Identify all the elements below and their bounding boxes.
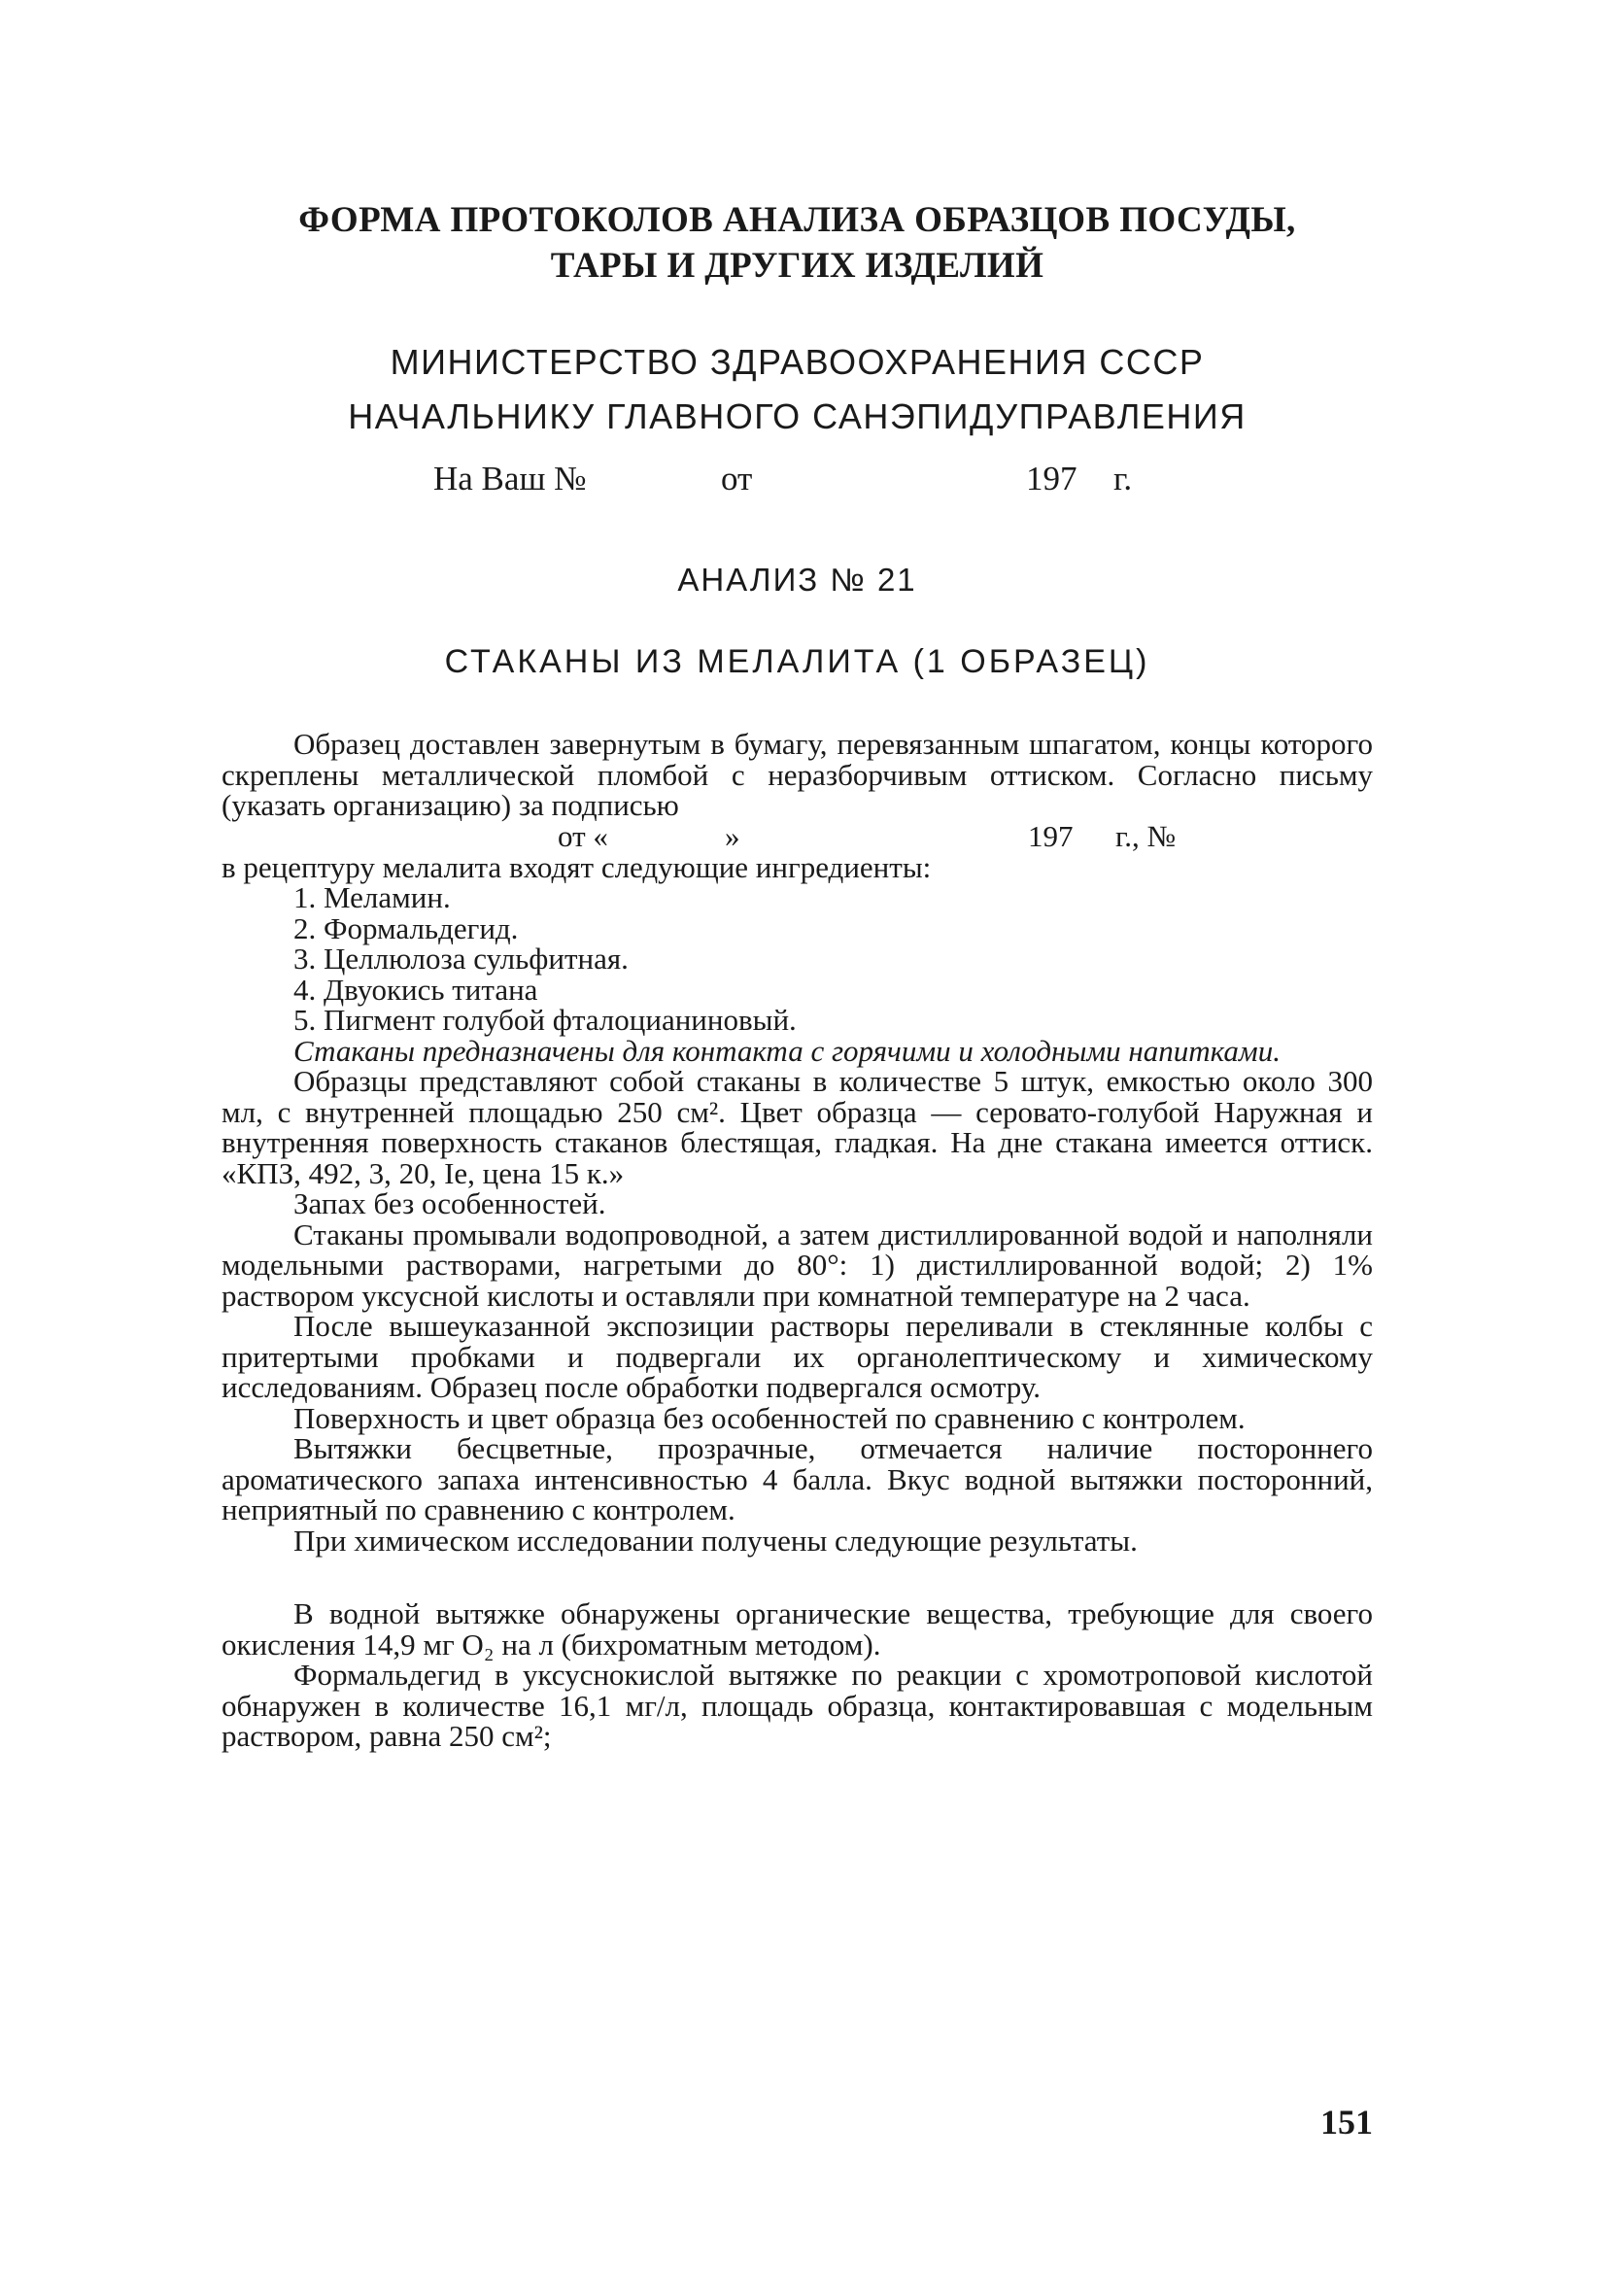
analysis-title: АНАЛИЗ № 21	[677, 562, 917, 598]
list-item: 3. Целлюлоза сульфитная.	[293, 942, 629, 976]
list-item: 5. Пигмент голубой фталоцианиновый.	[293, 1003, 797, 1037]
reference-year-suffix: г.	[1113, 460, 1133, 497]
reference-your-no: На Ваш №	[433, 460, 587, 497]
paragraph-extracts: Вытяжки бесцветные, прозрачные, отмечается наличие постороннего ароматического запаха интенсивностью 4 балла. Вкус водной вытяжки посторонний, неприятный по сравнению с контролем.	[222, 1431, 1373, 1526]
paragraph-procedure: Стаканы промывали водопроводной, а затем дистиллированной водой и наполняли модельными растворами, нагретыми до 80°: 1) дистиллированной водой; 2) 1% раствором уксусной кислоты и оставляли при комнатной температуре на 2 часа.	[222, 1217, 1373, 1313]
reference-year: 197	[1026, 460, 1077, 497]
paragraph-description: Образцы представляют собой стаканы в количестве 5 штук, емкостью около 300 мл, с внутренней площадью 250 см². Цвет образца — серовато-голубой Наружная и внутренняя поверхность стаканов блестящая, гладкая. На дне стакана имеется оттиск. «КПЗ, 492, 3, 20, Iе, цена 15 к.»	[222, 1064, 1373, 1190]
paragraph-chemical: При химическом исследовании получены следующие результаты.	[293, 1523, 1138, 1558]
title-line-1: ФОРМА ПРОТОКОЛОВ АНАЛИЗА ОБРАЗЦОВ ПОСУДЫ,	[298, 200, 1296, 240]
paragraph-surface: Поверхность и цвет образца без особенностей по сравнению с контролем.	[293, 1400, 1246, 1435]
letter-date-from: от «	[558, 818, 608, 853]
list-item: 2. Формальдегид.	[293, 910, 519, 945]
ministry-line-1: МИНИСТЕРСТВО ЗДРАВООХРАНЕНИЯ СССР	[390, 342, 1205, 382]
paragraph-formaldehyde: Формальдегид в уксуснокислой вытяжке по реакции с хромотроповой кислотой обнаружен в количестве 16,1 мг/л, площадь образца, контактировавшая с модельным раствором, равна 250 см²;	[222, 1658, 1373, 1753]
paragraph-ingredients-intro: в рецептуру мелалита входят следующие ингредиенты:	[222, 849, 932, 884]
letter-date-line	[222, 818, 1373, 853]
paragraph-delivery: Образец доставлен завернутым в бумагу, перевязанным шпагатом, концы которого скреплены металлической пломбой с неразборчивым оттиском. Согласно письму (указать организацию) за подписью	[222, 727, 1373, 822]
sample-title: СТАКАНЫ ИЗ МЕЛАЛИТА (1 ОБРАЗЕЦ)	[444, 643, 1150, 680]
ministry-header	[222, 335, 1373, 444]
paragraph-exposure: После вышеуказанной экспозиции растворы переливали в стеклянные колбы с притертыми пробками и подвергали их органолептическому и химическому исследованиям. Образец после обработки подвергался осмотру.	[222, 1309, 1373, 1404]
letter-date-year: 197	[1028, 818, 1074, 853]
reference-from: от	[721, 460, 753, 497]
reference-line	[433, 455, 1308, 503]
letter-date-suffix: г., №	[1115, 818, 1177, 853]
title-line-2: ТАРЫ И ДРУГИХ ИЗДЕЛИЙ	[550, 246, 1044, 286]
purpose-text: Стаканы предназначены для контакта с горячими и холодными напитками.	[293, 1033, 1281, 1068]
document-body	[222, 729, 1373, 1752]
paragraph-purpose	[222, 1033, 1373, 1068]
page-number: 151	[1320, 2103, 1373, 2142]
letter-date-close: »	[725, 818, 740, 853]
list-item: 1. Меламин.	[293, 880, 451, 914]
ministry-line-2: НАЧАЛЬНИКУ ГЛАВНОГО САНЭПИДУПРАВЛЕНИЯ	[348, 396, 1247, 436]
spacer	[222, 1556, 1373, 1598]
paragraph-organic: В водной вытяжке обнаружены органические вещества, требующие для своего окисления 14,9 мг O₂ на л (бихроматным методом).	[222, 1596, 1373, 1662]
ingredients-list	[222, 882, 1373, 1036]
list-item: 4. Двуокись титана	[293, 972, 538, 1007]
paragraph-odor: Запах без особенностей.	[293, 1186, 606, 1220]
document-page	[222, 0, 1373, 2296]
document-title	[222, 197, 1373, 289]
